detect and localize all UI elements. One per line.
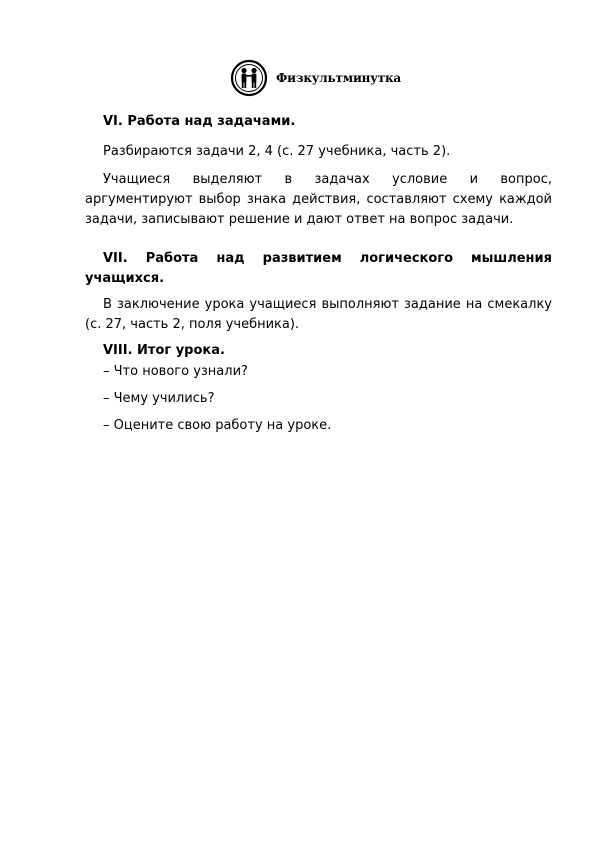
section-8-question-2: – Чему учились?: [103, 391, 215, 406]
section-7-heading: VII. Работа над развитием логического мышления учащихся.: [85, 251, 552, 286]
two-people-icon: [230, 59, 268, 97]
section-8-question-1: – Что нового узнали?: [103, 364, 248, 379]
section-6-heading: VI. Работа над задачами.: [103, 114, 296, 129]
fizkultminutka-banner: [230, 55, 420, 101]
section-6-paragraph-2: Учащиеся выделяют в задачах условие и вопрос, аргументируют выбор знака действия, составляют схему каждой задачи, записывают решение и дают ответ на вопрос задачи.: [85, 172, 552, 227]
banner-title: Физкультминутка: [276, 71, 401, 85]
section-7-paragraph-1: В заключение урока учащиеся выполняют задание на смекалку (с. 27, часть 2, поля учебника).: [85, 297, 552, 332]
section-6-paragraph-1: Разбираются задачи 2, 4 (с. 27 учебника, часть 2).: [103, 144, 451, 159]
section-8-heading: VIII. Итог урока.: [103, 343, 225, 358]
section-8-question-3: – Оцените свою работу на уроке.: [103, 418, 332, 433]
